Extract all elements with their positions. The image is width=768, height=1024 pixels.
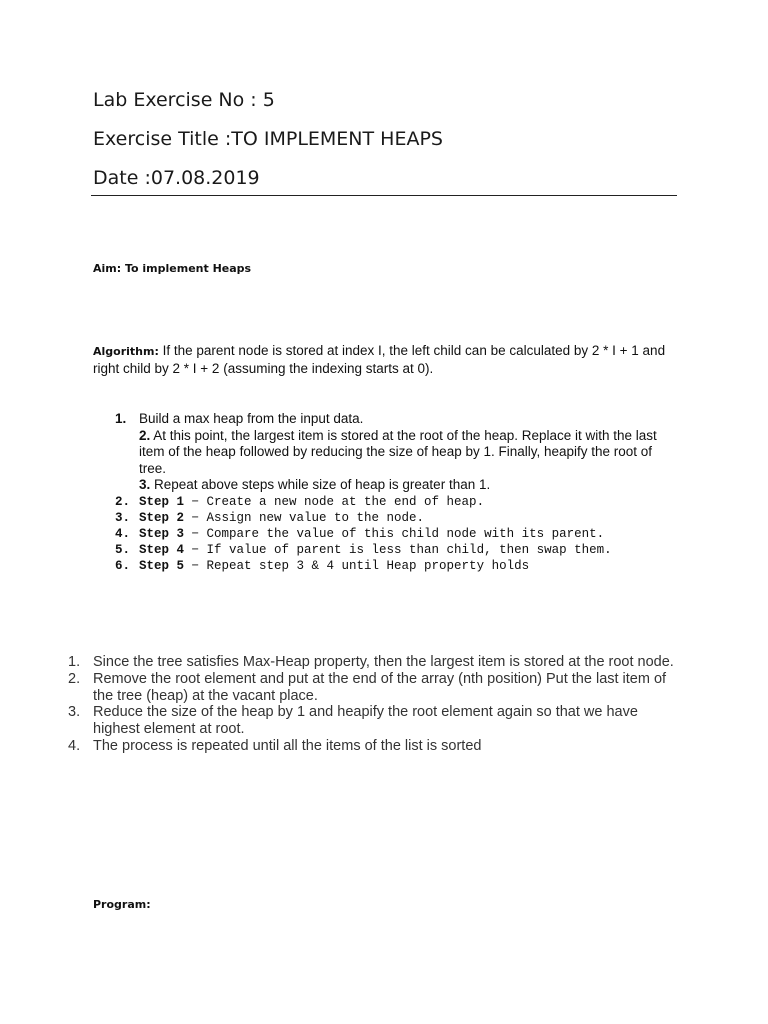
header-divider (91, 195, 677, 196)
list-item (115, 526, 675, 542)
heap-sort-list (68, 654, 688, 755)
list-item-number: 5. (115, 542, 131, 557)
algorithm-label: Algorithm: (93, 345, 159, 358)
step-text: − Create a new node at the end of heap. (184, 494, 485, 509)
subitem-number: 2. (139, 427, 151, 443)
subitem-text: At this point, the largest item is stored at the root of the heap. Replace it with the last item of the heap followed by reducing the size of heap by 1. Finally, heapify the root of tree. (139, 427, 657, 476)
list-item-number: 2. (68, 670, 81, 687)
list-item (115, 542, 675, 558)
list-item-text (139, 510, 424, 526)
program-label: Program: (93, 898, 151, 911)
list-item-number: 1. (68, 654, 81, 670)
heap-steps-list (115, 411, 675, 574)
list-item-number: 4. (68, 737, 81, 754)
insertion-steps (115, 494, 675, 574)
list-item-text: The process is repeated until all the items of the list is sorted (93, 737, 482, 754)
list-item-text: Since the tree satisfies Max-Heap property, then the largest item is stored at the root node. (93, 654, 674, 670)
step-label: Step 5 (139, 558, 185, 573)
list-item-number: 3. (68, 704, 81, 721)
list-item-number: 1. (115, 411, 127, 426)
exercise-date: Date :07.08.2019 (93, 167, 260, 189)
algorithm-text: If the parent node is stored at index I, the left child can be calculated by 2 * I + 1 and right child by 2 * I + 2 (assuming the indexing starts at 0). (93, 343, 666, 376)
list-item-text (139, 494, 484, 510)
step-label: Step 2 (139, 510, 185, 525)
list-item-number: 6. (115, 558, 131, 573)
list-item (115, 411, 675, 428)
step-text: − Compare the value of this child node with its parent. (184, 526, 605, 541)
list-item-text (139, 526, 604, 542)
list-subitem (139, 428, 675, 478)
step-label: Step 3 (139, 526, 185, 541)
list-item-text (139, 542, 612, 558)
list-item-text: Remove the root element and put at the end of the array (nth position) Put the last item of the tree (heap) at the vacant place. (93, 670, 667, 704)
list-item (68, 738, 688, 755)
step-label: Step 4 (139, 542, 185, 557)
algorithm-paragraph (93, 342, 683, 377)
step-text: − Repeat step 3 & 4 until Heap property holds (184, 558, 530, 573)
step-label: Step 1 (139, 494, 185, 509)
list-item-number: 4. (115, 526, 131, 541)
subitem-number: 3. (139, 477, 151, 492)
step-text: − If value of parent is less than child, then swap them. (184, 542, 612, 557)
list-item-text: Build a max heap from the input data. (139, 411, 364, 426)
list-item (115, 510, 675, 526)
lab-exercise-number: Lab Exercise No : 5 (93, 89, 275, 111)
list-item (68, 671, 688, 705)
exercise-title: Exercise Title :TO IMPLEMENT HEAPS (93, 128, 443, 150)
aim-line: Aim: To implement Heaps (93, 262, 252, 275)
list-item-number: 3. (115, 510, 131, 525)
list-subitem (139, 477, 675, 494)
step-text: − Assign new value to the node. (184, 510, 425, 525)
list-item-number: 2. (115, 494, 131, 509)
list-item (68, 654, 688, 671)
subitem-text: Repeat above steps while size of heap is greater than 1. (150, 477, 491, 492)
list-item (115, 558, 675, 574)
list-item (68, 704, 688, 738)
list-item-text: Reduce the size of the heap by 1 and heapify the root element again so that we have highest element at root. (93, 704, 638, 738)
list-item-text (139, 558, 529, 574)
list-item (115, 494, 675, 510)
